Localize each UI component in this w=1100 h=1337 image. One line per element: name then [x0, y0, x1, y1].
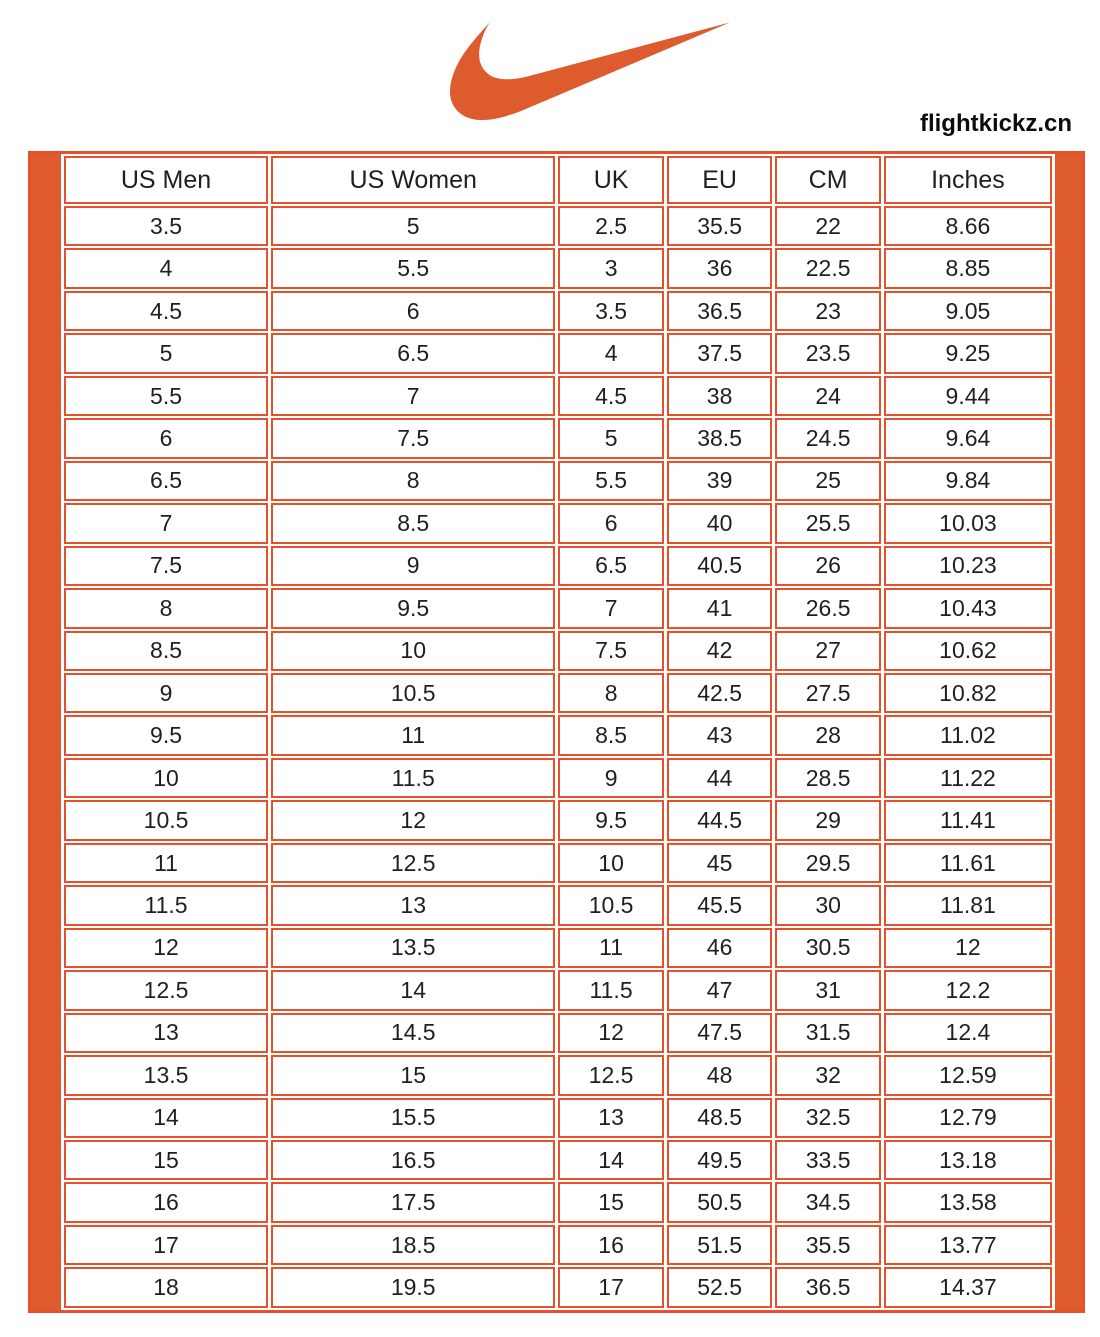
cell-uk: 6.5	[558, 546, 664, 586]
column-header-eu: EU	[667, 156, 773, 204]
cell-us-men: 7.5	[64, 546, 268, 586]
cell-inches: 10.62	[884, 631, 1052, 671]
cell-us-men: 12.5	[64, 970, 268, 1010]
cell-uk: 4.5	[558, 376, 664, 416]
cell-us-women: 9.5	[271, 588, 555, 628]
cell-cm: 31.5	[775, 1013, 881, 1053]
cell-uk: 11.5	[558, 970, 664, 1010]
cell-uk: 11	[558, 928, 664, 968]
cell-eu: 45	[667, 843, 773, 883]
cell-us-women: 12.5	[271, 843, 555, 883]
cell-inches: 12.59	[884, 1055, 1052, 1095]
cell-us-men: 3.5	[64, 206, 268, 246]
cell-uk: 17	[558, 1267, 664, 1308]
cell-inches: 13.77	[884, 1225, 1052, 1265]
table-row	[64, 1267, 1052, 1308]
cell-inches: 9.64	[884, 418, 1052, 458]
cell-us-men: 9.5	[64, 715, 268, 755]
cell-inches: 11.81	[884, 885, 1052, 925]
cell-us-men: 17	[64, 1225, 268, 1265]
cell-eu: 41	[667, 588, 773, 628]
cell-inches: 12.2	[884, 970, 1052, 1010]
cell-us-women: 9	[271, 546, 555, 586]
cell-inches: 8.66	[884, 206, 1052, 246]
column-header-us-men: US Men	[64, 156, 268, 204]
cell-cm: 22	[775, 206, 881, 246]
table-row	[64, 376, 1052, 416]
cell-inches: 12	[884, 928, 1052, 968]
cell-uk: 10	[558, 843, 664, 883]
cell-cm: 28.5	[775, 758, 881, 798]
cell-us-women: 8.5	[271, 503, 555, 543]
cell-inches: 10.82	[884, 673, 1052, 713]
table-row	[64, 333, 1052, 373]
cell-eu: 38	[667, 376, 773, 416]
cell-eu: 49.5	[667, 1140, 773, 1180]
cell-uk: 15	[558, 1182, 664, 1222]
cell-us-men: 16	[64, 1182, 268, 1222]
cell-cm: 31	[775, 970, 881, 1010]
cell-cm: 30	[775, 885, 881, 925]
cell-eu: 52.5	[667, 1267, 773, 1308]
cell-inches: 10.23	[884, 546, 1052, 586]
cell-us-women: 15.5	[271, 1098, 555, 1138]
cell-uk: 8.5	[558, 715, 664, 755]
table-row	[64, 928, 1052, 968]
cell-cm: 24.5	[775, 418, 881, 458]
table-row	[64, 1013, 1052, 1053]
table-row	[64, 1225, 1052, 1265]
cell-eu: 36.5	[667, 291, 773, 331]
cell-uk: 2.5	[558, 206, 664, 246]
cell-us-men: 10	[64, 758, 268, 798]
column-header-inches: Inches	[884, 156, 1052, 204]
cell-us-women: 5.5	[271, 248, 555, 288]
cell-us-men: 14	[64, 1098, 268, 1138]
cell-us-men: 7	[64, 503, 268, 543]
cell-cm: 33.5	[775, 1140, 881, 1180]
cell-cm: 34.5	[775, 1182, 881, 1222]
left-accent-strip	[31, 154, 61, 1310]
cell-inches: 13.18	[884, 1140, 1052, 1180]
size-table-header	[64, 156, 1052, 204]
table-row	[64, 970, 1052, 1010]
cell-uk: 3.5	[558, 291, 664, 331]
header-row	[64, 156, 1052, 204]
cell-cm: 26	[775, 546, 881, 586]
table-row	[64, 588, 1052, 628]
cell-cm: 30.5	[775, 928, 881, 968]
cell-us-men: 11.5	[64, 885, 268, 925]
cell-us-men: 11	[64, 843, 268, 883]
cell-eu: 44	[667, 758, 773, 798]
cell-cm: 25	[775, 461, 881, 501]
table-row	[64, 291, 1052, 331]
cell-eu: 47.5	[667, 1013, 773, 1053]
cell-us-men: 8	[64, 588, 268, 628]
cell-eu: 45.5	[667, 885, 773, 925]
cell-us-women: 6	[271, 291, 555, 331]
cell-inches: 10.03	[884, 503, 1052, 543]
cell-cm: 36.5	[775, 1267, 881, 1308]
table-row	[64, 800, 1052, 840]
cell-us-women: 12	[271, 800, 555, 840]
cell-uk: 7	[558, 588, 664, 628]
cell-us-women: 17.5	[271, 1182, 555, 1222]
cell-cm: 22.5	[775, 248, 881, 288]
cell-cm: 23.5	[775, 333, 881, 373]
cell-uk: 3	[558, 248, 664, 288]
cell-eu: 40	[667, 503, 773, 543]
cell-us-women: 5	[271, 206, 555, 246]
table-row	[64, 1098, 1052, 1138]
cell-eu: 35.5	[667, 206, 773, 246]
cell-us-men: 18	[64, 1267, 268, 1308]
table-row	[64, 885, 1052, 925]
cell-us-women: 18.5	[271, 1225, 555, 1265]
cell-eu: 44.5	[667, 800, 773, 840]
cell-us-women: 10.5	[271, 673, 555, 713]
cell-eu: 37.5	[667, 333, 773, 373]
cell-uk: 9	[558, 758, 664, 798]
cell-inches: 11.02	[884, 715, 1052, 755]
cell-us-men: 6	[64, 418, 268, 458]
cell-cm: 23	[775, 291, 881, 331]
cell-uk: 6	[558, 503, 664, 543]
cell-us-men: 5.5	[64, 376, 268, 416]
cell-us-women: 13	[271, 885, 555, 925]
table-row	[64, 631, 1052, 671]
cell-eu: 48	[667, 1055, 773, 1095]
cell-cm: 29	[775, 800, 881, 840]
table-row	[64, 418, 1052, 458]
cell-inches: 12.4	[884, 1013, 1052, 1053]
cell-uk: 5.5	[558, 461, 664, 501]
cell-eu: 46	[667, 928, 773, 968]
cell-us-men: 10.5	[64, 800, 268, 840]
cell-inches: 8.85	[884, 248, 1052, 288]
cell-eu: 42.5	[667, 673, 773, 713]
cell-us-women: 7	[271, 376, 555, 416]
cell-cm: 32	[775, 1055, 881, 1095]
cell-cm: 28	[775, 715, 881, 755]
cell-us-women: 14.5	[271, 1013, 555, 1053]
cell-uk: 7.5	[558, 631, 664, 671]
cell-us-women: 6.5	[271, 333, 555, 373]
table-row	[64, 206, 1052, 246]
cell-inches: 11.41	[884, 800, 1052, 840]
cell-cm: 27	[775, 631, 881, 671]
table-row	[64, 546, 1052, 586]
cell-us-women: 15	[271, 1055, 555, 1095]
table-row	[64, 1182, 1052, 1222]
cell-cm: 26.5	[775, 588, 881, 628]
table-row	[64, 843, 1052, 883]
cell-cm: 32.5	[775, 1098, 881, 1138]
table-row	[64, 673, 1052, 713]
cell-inches: 11.22	[884, 758, 1052, 798]
table-row	[64, 758, 1052, 798]
cell-us-men: 9	[64, 673, 268, 713]
cell-uk: 13	[558, 1098, 664, 1138]
cell-eu: 42	[667, 631, 773, 671]
cell-inches: 10.43	[884, 588, 1052, 628]
cell-eu: 40.5	[667, 546, 773, 586]
cell-inches: 11.61	[884, 843, 1052, 883]
table-row	[64, 503, 1052, 543]
cell-us-men: 12	[64, 928, 268, 968]
cell-us-men: 5	[64, 333, 268, 373]
cell-cm: 35.5	[775, 1225, 881, 1265]
size-conversion-table	[61, 154, 1055, 1310]
cell-us-men: 13	[64, 1013, 268, 1053]
cell-us-men: 4	[64, 248, 268, 288]
cell-uk: 5	[558, 418, 664, 458]
right-accent-strip	[1055, 154, 1082, 1310]
cell-cm: 24	[775, 376, 881, 416]
size-table-body	[64, 206, 1052, 1308]
cell-eu: 38.5	[667, 418, 773, 458]
cell-inches: 12.79	[884, 1098, 1052, 1138]
cell-eu: 51.5	[667, 1225, 773, 1265]
cell-uk: 14	[558, 1140, 664, 1180]
column-header-cm: CM	[775, 156, 881, 204]
cell-us-women: 11	[271, 715, 555, 755]
column-header-us-women: US Women	[271, 156, 555, 204]
cell-inches: 9.05	[884, 291, 1052, 331]
table-row	[64, 1055, 1052, 1095]
cell-inches: 9.84	[884, 461, 1052, 501]
cell-us-women: 8	[271, 461, 555, 501]
website-text: flightkickz.cn	[919, 110, 1072, 137]
cell-uk: 9.5	[558, 800, 664, 840]
cell-inches: 9.25	[884, 333, 1052, 373]
cell-eu: 48.5	[667, 1098, 773, 1138]
cell-us-women: 11.5	[271, 758, 555, 798]
cell-eu: 47	[667, 970, 773, 1010]
cell-us-men: 6.5	[64, 461, 268, 501]
cell-cm: 29.5	[775, 843, 881, 883]
cell-uk: 10.5	[558, 885, 664, 925]
nike-swoosh-icon	[450, 20, 730, 120]
cell-inches: 9.44	[884, 376, 1052, 416]
cell-cm: 25.5	[775, 503, 881, 543]
column-header-uk: UK	[558, 156, 664, 204]
cell-us-men: 15	[64, 1140, 268, 1180]
cell-us-men: 13.5	[64, 1055, 268, 1095]
cell-us-women: 10	[271, 631, 555, 671]
cell-eu: 36	[667, 248, 773, 288]
cell-uk: 16	[558, 1225, 664, 1265]
cell-us-women: 7.5	[271, 418, 555, 458]
cell-us-women: 14	[271, 970, 555, 1010]
cell-us-men: 4.5	[64, 291, 268, 331]
cell-inches: 13.58	[884, 1182, 1052, 1222]
cell-eu: 39	[667, 461, 773, 501]
cell-us-men: 8.5	[64, 631, 268, 671]
table-row	[64, 461, 1052, 501]
cell-eu: 50.5	[667, 1182, 773, 1222]
cell-inches: 14.37	[884, 1267, 1052, 1308]
table-row	[64, 1140, 1052, 1180]
cell-uk: 12	[558, 1013, 664, 1053]
size-chart	[28, 151, 1085, 1313]
cell-us-women: 19.5	[271, 1267, 555, 1308]
table-row	[64, 248, 1052, 288]
cell-uk: 4	[558, 333, 664, 373]
cell-us-women: 13.5	[271, 928, 555, 968]
cell-eu: 43	[667, 715, 773, 755]
table-row	[64, 715, 1052, 755]
cell-us-women: 16.5	[271, 1140, 555, 1180]
cell-uk: 12.5	[558, 1055, 664, 1095]
cell-cm: 27.5	[775, 673, 881, 713]
cell-uk: 8	[558, 673, 664, 713]
